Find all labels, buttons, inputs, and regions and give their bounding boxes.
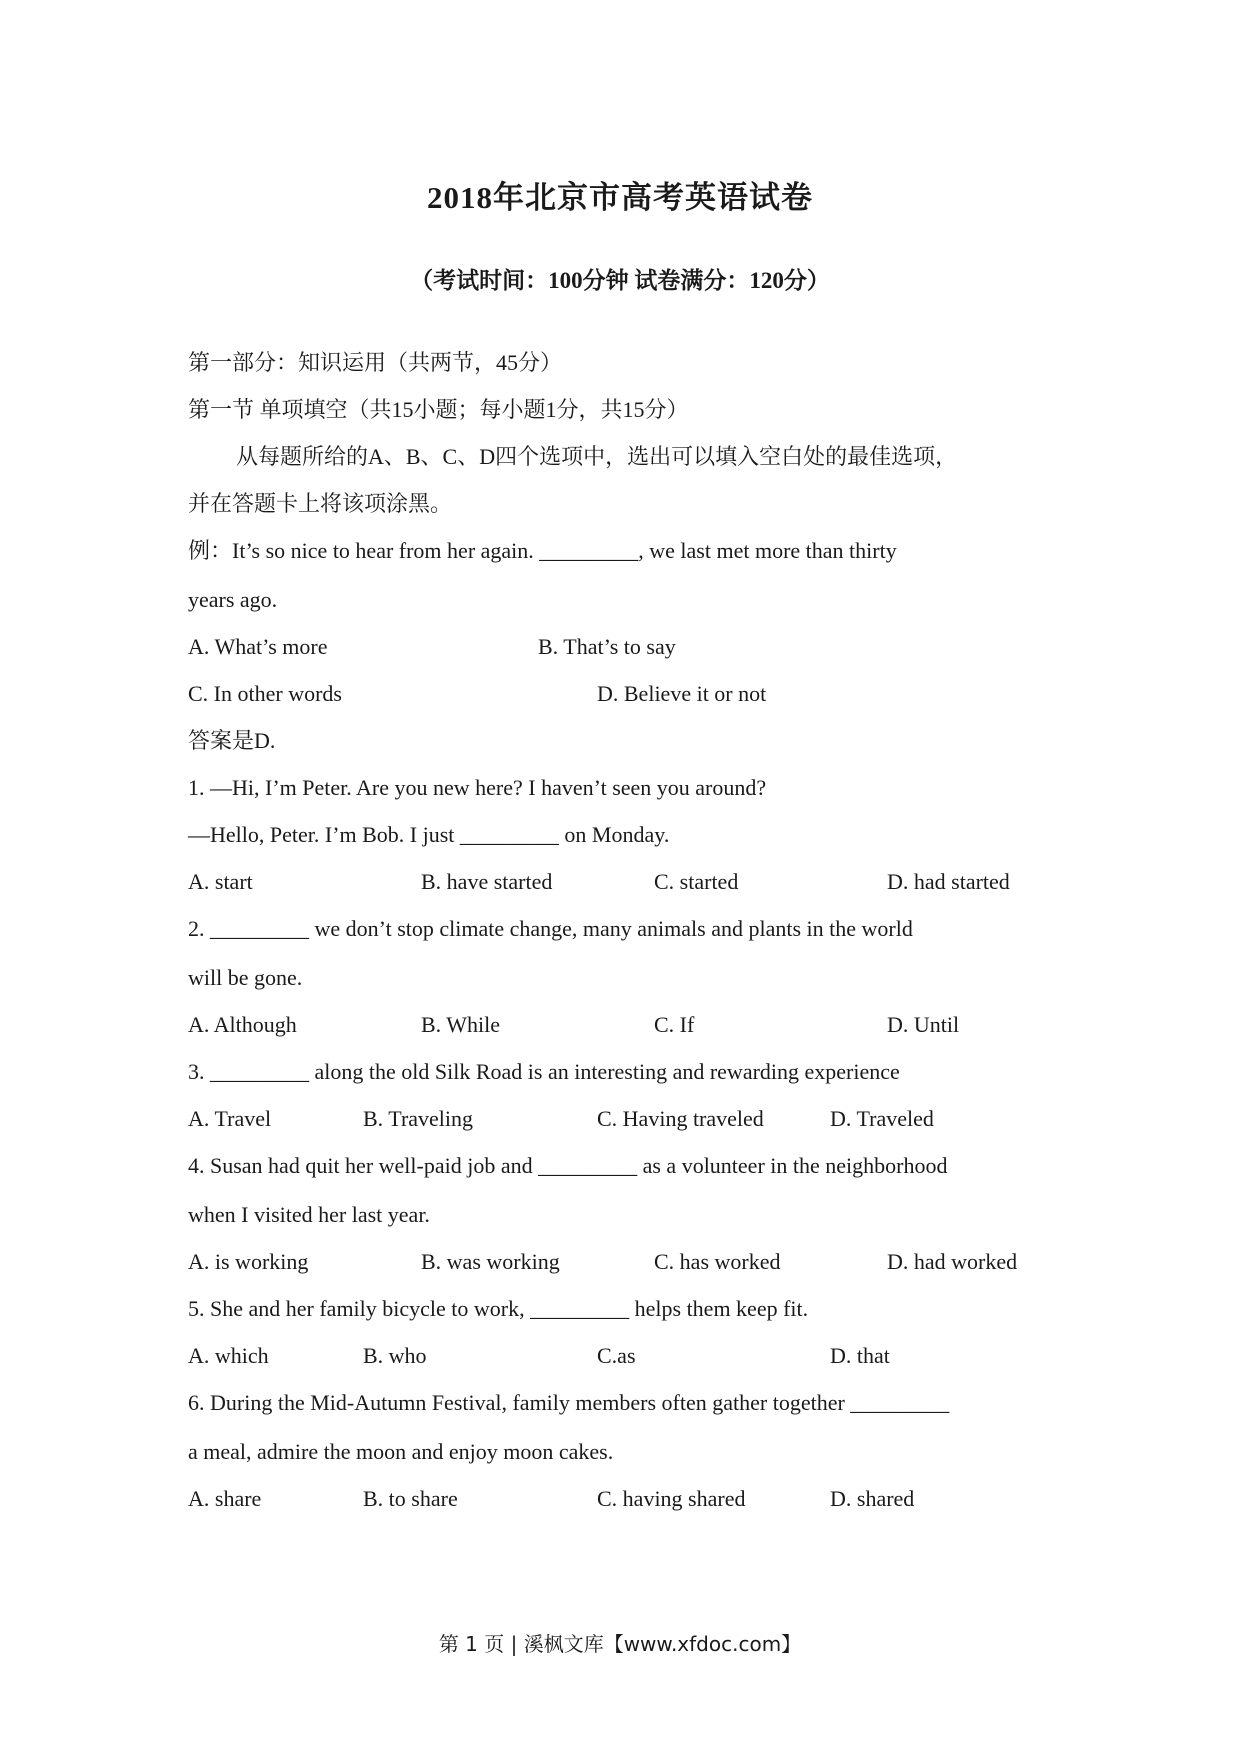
question-options <box>188 1010 1068 1040</box>
question-1 <box>188 773 1068 914</box>
question-stem: 1. —Hi, I’m Peter. Are you new here? I haven’t seen you around? <box>188 775 767 800</box>
question-stem: 6. During the Mid-Autumn Festival, family members often gather together _________ <box>188 1390 950 1415</box>
question-stem: 3. _________ along the old Silk Road is an interesting and rewarding experience <box>188 1059 900 1084</box>
instruction-line-1: 从每题所给的A、B、C、D四个选项中，选出可以填入空白处的最佳选项， <box>236 444 958 469</box>
question-stem-cont: when I visited her last year. <box>188 1202 430 1227</box>
question-stem-cont: —Hello, Peter. I’m Bob. I just _________ on Monday. <box>188 822 670 847</box>
option-c: C. has worked <box>654 1249 781 1274</box>
question-options <box>188 1104 1068 1134</box>
example-option-d: D. Believe it or not <box>597 681 767 706</box>
example-option-c: C. In other words <box>188 681 342 706</box>
option-a: A. share <box>188 1486 262 1511</box>
option-b: B. was working <box>421 1249 560 1274</box>
question-options <box>188 1247 1068 1277</box>
part-heading: 第一部分：知识运用（共两节，45分） <box>188 350 563 375</box>
option-b: B. Traveling <box>363 1106 474 1131</box>
option-a: A. Although <box>188 1012 297 1037</box>
exam-info: （考试时间：100分钟 试卷满分：120分） <box>410 268 830 293</box>
option-b: B. to share <box>363 1486 458 1511</box>
option-a: A. which <box>188 1343 269 1368</box>
option-c: C. If <box>654 1012 695 1037</box>
option-b: B. who <box>363 1343 427 1368</box>
question-6 <box>188 1388 1068 1514</box>
question-stem-cont: a meal, admire the moon and enjoy moon cakes. <box>188 1439 614 1464</box>
question-4 <box>188 1151 1068 1294</box>
example-answer: 答案是D. <box>188 728 276 753</box>
question-3 <box>188 1057 1068 1151</box>
option-c: C. having shared <box>597 1486 746 1511</box>
question-2 <box>188 914 1068 1057</box>
question-options <box>188 1484 1068 1514</box>
option-d: D. Traveled <box>830 1106 934 1131</box>
option-a: A. is working <box>188 1249 309 1274</box>
option-b: B. While <box>421 1012 501 1037</box>
question-stem: 2. _________ we don’t stop climate change, many animals and plants in the world <box>188 916 913 941</box>
example-option-a: A. What’s more <box>188 634 328 659</box>
example-question <box>188 536 1068 773</box>
option-d: D. shared <box>830 1486 915 1511</box>
example-option-b: B. That’s to say <box>538 634 676 659</box>
option-a: A. start <box>188 869 253 894</box>
section-heading: 第一节 单项填空（共15小题；每小题1分，共15分） <box>188 397 689 422</box>
question-stem-cont: will be gone. <box>188 965 303 990</box>
exam-content <box>188 348 1068 1514</box>
option-d: D. had started <box>887 869 1010 894</box>
question-5 <box>188 1294 1068 1388</box>
example-options-row-1 <box>188 632 1068 662</box>
page-title: 2018年北京市高考英语试卷 <box>427 180 813 215</box>
option-c: C.as <box>597 1343 636 1368</box>
instruction-line-2: 并在答题卡上将该项涂黑。 <box>188 491 453 516</box>
question-stem: 5. She and her family bicycle to work, _________ helps them keep fit. <box>188 1296 809 1321</box>
example-stem-cont: years ago. <box>188 587 278 612</box>
option-c: C. Having traveled <box>597 1106 764 1131</box>
question-stem: 4. Susan had quit her well-paid job and _________ as a volunteer in the neighborhood <box>188 1153 948 1178</box>
option-d: D. Until <box>887 1012 960 1037</box>
option-b: B. have started <box>421 869 553 894</box>
example-stem: 例：It’s so nice to hear from her again. _________, we last met more than thirty <box>188 538 897 563</box>
question-options <box>188 867 1068 897</box>
option-d: D. had worked <box>887 1249 1018 1274</box>
option-a: A. Travel <box>188 1106 272 1131</box>
option-d: D. that <box>830 1343 890 1368</box>
example-options-row-2 <box>188 679 1068 709</box>
page-footer: 第 1 页 | 溪枫文库【www.xfdoc.com】 <box>438 1632 802 1656</box>
option-c: C. started <box>654 869 739 894</box>
question-options <box>188 1341 1068 1371</box>
